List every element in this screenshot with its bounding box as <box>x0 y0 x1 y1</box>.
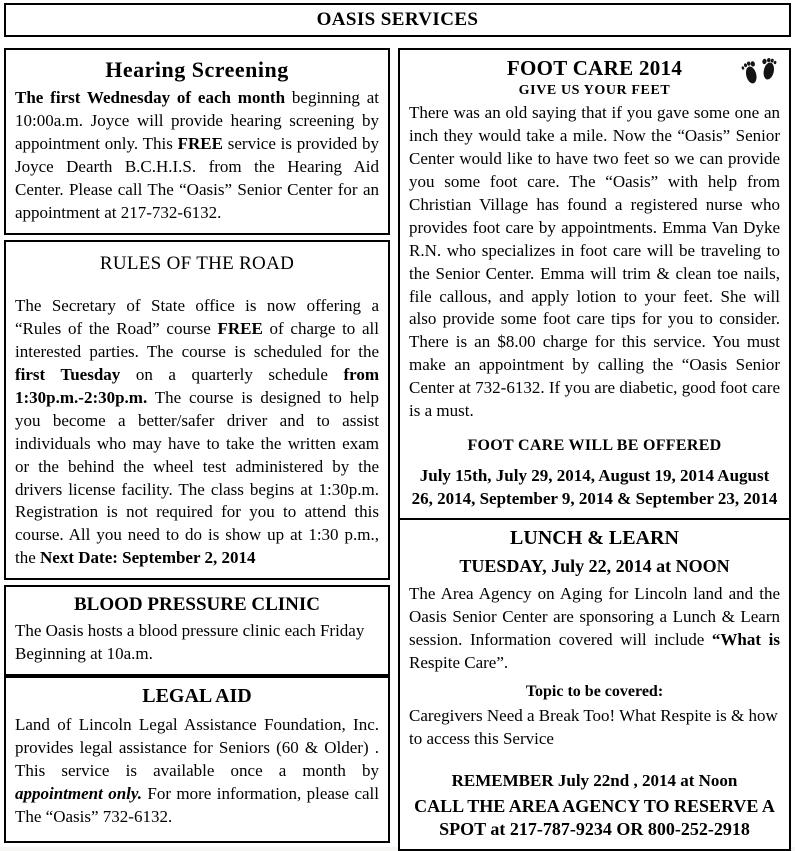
section-hearing-screening <box>4 48 390 235</box>
section-legal-aid <box>4 676 390 843</box>
lunch-call-line: CALL THE AREA AGENCY TO RESERVE A SPOT at 217-787-9234 OR 800-252-2918 <box>414 795 775 840</box>
section-rules-of-the-road <box>4 240 390 580</box>
lunch-remember-line: REMEMBER July 22nd , 2014 at Noon <box>451 770 738 790</box>
footcare-title: FOOT CARE 2014 <box>506 56 683 80</box>
legal-body: Land of Lincoln Legal Assistance Foundation, Inc. provides legal assistance for Seniors (60 & Older) . This service is available once a month by appointment only. For more information, please call The “Oasis” 732-6132. <box>15 715 379 826</box>
header-box <box>4 3 791 37</box>
footcare-subtitle: GIVE US YOUR FEET <box>518 83 671 98</box>
footprints-icon <box>739 55 781 92</box>
lunch-body: The Area Agency on Aging for Lincoln land and the Oasis Senior Center are sponsoring a Lunch & Learn session. Information covered will include “What is Respite Care”. <box>409 584 780 672</box>
lunch-topic-body: Caregivers Need a Break Too! What Respite is & how to access this Service <box>409 705 778 748</box>
lunch-topic-heading: Topic to be covered: <box>525 682 664 700</box>
hearing-body: The first Wednesday of each month beginning at 10:00a.m. Joyce will provide hearing screening by appointment only. This FREE service is provided by Joyce Dearth B.C.H.I.S. from the Hearing Aid Center. Please call The “Oasis” Senior Center for an appointment at 217-732-6132. <box>15 88 379 222</box>
footcare-offered-heading: FOOT CARE WILL BE OFFERED <box>467 437 722 455</box>
rules-title: RULES OF THE ROAD <box>99 253 295 274</box>
page-title: OASIS SERVICES <box>316 9 479 30</box>
lunch-title: LUNCH & LEARN <box>510 527 679 549</box>
section-lunch-and-learn <box>398 518 791 851</box>
legal-title: LEGAL AID <box>142 685 252 707</box>
section-blood-pressure-clinic <box>4 585 390 676</box>
blood-title: BLOOD PRESSURE CLINIC <box>74 594 320 615</box>
lunch-date-line: TUESDAY, July 22, 2014 at NOON <box>459 556 730 576</box>
footcare-offered-dates: July 15th, July 29, 2014, August 19, 2014 August 26, 2014, September 9, 2014 & September 23, 2014 <box>411 466 778 509</box>
footcare-body: There was an old saying that if you gave some one an inch they would take a mile. Now the “Oasis” Senior Center would like to have two feet so we can provide you some foot care. The “Oasis” with help from Christian Village has found a registered nurse who provides foot care by appointments. Emma Van Dyke R.N. who specializes in foot care will be traveling to the Senior Center. Emma will trim & clean toe nails, file callous, and apply lotion to your feet. She will also provide some foot care tips for you to consider. There is an $8.00 charge for this service. You must make an appointment by calling the “Oasis Senior Center at 732-6132. If you are diabetic, good foot care is a must. <box>409 103 780 421</box>
rules-body: The Secretary of State office is now offering a “Rules of the Road” course FREE of charge to all interested parties. The course is scheduled for the first Tuesday on a quarterly schedule from 1:30p.m.-2:30p.m. The course is designed to help you become a better/safer driver and to assist individuals who may have to take the written exam or the behind the wheel test administered by the drivers license facility. The class begins at 1:30p.m. Registration is not required for you to attend this course. All you need to do is show up at 1:30 p.m., the Next Date: September 2, 2014 <box>15 296 380 568</box>
hearing-title: Hearing Screening <box>105 57 289 82</box>
section-foot-care <box>398 48 791 521</box>
blood-body: The Oasis hosts a blood pressure clinic each Friday Beginning at 10a.m. <box>15 621 365 663</box>
